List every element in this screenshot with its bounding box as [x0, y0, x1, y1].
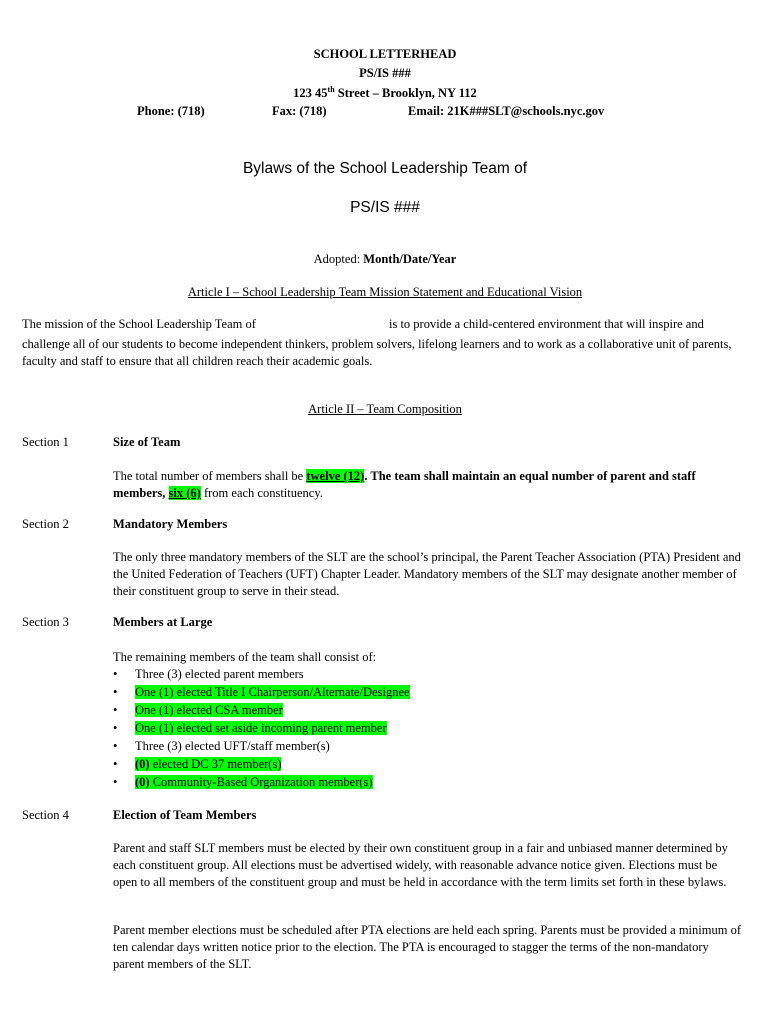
list-item: • Three (3) elected UFT/staff member(s) [113, 739, 330, 753]
letterhead-email: Email: 21K###SLT@schools.nyc.gov [408, 104, 605, 118]
doc-title-line1: Bylaws of the School Leadership Team of [242, 160, 528, 177]
section1-label: Section 1 [22, 435, 69, 449]
letterhead-address: 123 45th Street – Brooklyn, NY 112 [293, 85, 477, 101]
adopted-line: Adopted: Month/Date/Year [313, 252, 457, 266]
section4-title: Election of Team Members [113, 808, 257, 822]
letterhead-title: SCHOOL LETTERHEAD [313, 47, 457, 61]
mission-part2: is to provide a child-centered environment that will inspire and [389, 317, 704, 331]
mission-rest: challenge all of our students to become independent thinkers, problem solvers, lifelong learners and to work as a collaborative unit of parents, faculty and staff to ensure that all children reach their academic goals. [22, 337, 732, 368]
section4-para2: Parent member elections must be scheduled after PTA elections are held each spring. Parents must be provided a minimum of ten calendar days written notice prior to the election. The PTA is encouraged to stagger the terms of the non-mandatory parent members of the SLT. [113, 923, 741, 971]
letterhead-school: PS/IS ### [359, 66, 411, 80]
article1-heading: Article I – School Leadership Team Mission Statement and Educational Vision [187, 285, 583, 299]
letterhead-fax: Fax: (718) [272, 104, 327, 118]
letterhead-phone: Phone: (718) [137, 104, 205, 118]
list-item: • One (1) elected Title I Chairperson/Alternate/Designee [113, 685, 410, 699]
highlight-twelve: twelve (12) [306, 469, 365, 483]
mission-part1: The mission of the School Leadership Team of [22, 317, 256, 331]
list-item: • (0) elected DC 37 member(s) [113, 757, 282, 771]
list-item: • Three (3) elected parent members [113, 667, 304, 681]
section3-title: Members at Large [113, 615, 213, 629]
list-item: • One (1) elected set aside incoming parent member [113, 721, 387, 735]
highlight-six: six (6) [168, 486, 201, 500]
article2-heading: Article II – Team Composition [308, 402, 462, 416]
section2-text: The only three mandatory members of the SLT are the school’s principal, the Parent Teacher Association (PTA) President and the United Federation of Teachers (UFT) Chapter Leader. Mandatory members of the SLT may designate another member of their constituent group to serve in their stead. [113, 550, 741, 598]
doc-title-line2: PS/IS ### [350, 199, 420, 216]
section2-title: Mandatory Members [113, 517, 228, 531]
section1-title: Size of Team [113, 435, 181, 449]
list-item: • (0) Community-Based Organization member(s) [113, 775, 373, 789]
section4-label: Section 4 [22, 808, 69, 822]
list-item: • One (1) elected CSA member [113, 703, 283, 717]
section4-para1: Parent and staff SLT members must be elected by their own constituent group in a fair and unbiased manner determined by each constituent group. All elections must be advertised widely, with reasonable advance notice given. Elections must be open to all members of the constituent group and must be held in accordance with the term limits set forth in these bylaws. [113, 841, 728, 889]
section1-text: The total number of members shall be twelve (12). The team shall maintain an equal number of parent and staff members, six (6) from each constituency. [113, 469, 696, 500]
members-list [113, 665, 410, 791]
section3-label: Section 3 [22, 615, 69, 629]
section3-intro: The remaining members of the team shall consist of: [113, 650, 377, 664]
section2-label: Section 2 [22, 517, 69, 531]
